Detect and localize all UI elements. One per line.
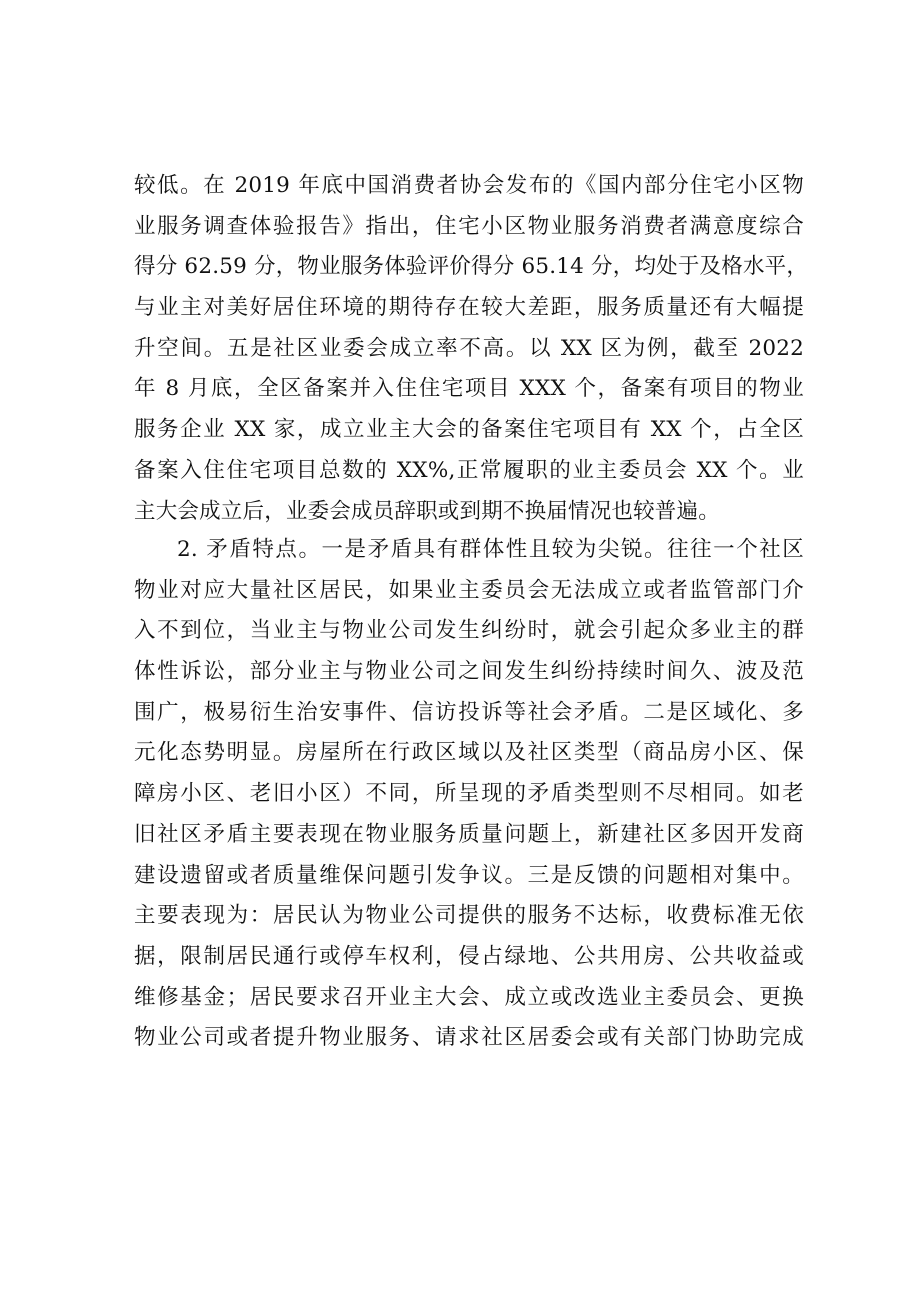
text-line: 年 8 月底，全区备案并入住住宅项目 XXX 个，备案有项目的物业 [134, 376, 804, 402]
text-line: 升空间。五是社区业委会成立率不高。以 XX 区为例，截至 2022 [134, 335, 804, 361]
text-line: 维修基金；居民要求召开业主大会、成立或改选业主委员会、更换 [134, 984, 804, 1010]
text-line: 物业公司或者提升物业服务、请求社区居委会或有关部门协助完成 [134, 1025, 804, 1051]
text-line: 服务企业 XX 家，成立业主大会的备案住宅项目有 XX 个，占全区 [134, 417, 804, 443]
text-line: 与业主对美好居住环境的期待存在较大差距，服务质量还有大幅提 [134, 295, 804, 321]
text-line: 物业对应大量社区居民，如果业主委员会无法成立或者监管部门介 [134, 577, 804, 603]
text-line: 业服务调查体验报告》指出，住宅小区物业服务消费者满意度综合 [134, 213, 804, 239]
text-line: 建设遗留或者质量维保问题引发争议。三是反馈的问题相对集中。 [134, 862, 804, 888]
text-line: 据，限制居民通行或停车权利，侵占绿地、公共用房、公共收益或 [134, 943, 804, 969]
paragraph-satisfaction-and-committees [134, 166, 809, 532]
text-line: 体性诉讼，部分业主与物业公司之间发生纠纷持续时间久、波及范 [134, 659, 804, 685]
text-line: 得分 62.59 分，物业服务体验评价得分 65.14 分，均处于及格水平， [134, 254, 809, 280]
text-line: 2. 矛盾特点。一是矛盾具有群体性且较为尖锐。往往一个社区 [177, 537, 804, 562]
text-line: 元化态势明显。房屋所在行政区域以及社区类型（商品房小区、保 [134, 740, 804, 766]
text-line: 旧社区矛盾主要表现在物业服务质量问题上，新建社区多因开发商 [134, 821, 804, 847]
text-line: 入不到位，当业主与物业公司发生纠纷时，就会引起众多业主的群 [134, 618, 804, 644]
text-line: 主大会成立后，业委会成员辞职或到期不换届情况也较普遍。 [134, 498, 720, 524]
paragraph-conflict-characteristics [134, 530, 804, 1059]
text-line: 主要表现为：居民认为物业公司提供的服务不达标，收费标准无依 [134, 903, 804, 929]
text-line: 围广，极易衍生治安事件、信访投诉等社会矛盾。二是区域化、多 [134, 699, 804, 725]
text-line: 备案入住住宅项目总数的 XX%,正常履职的业主委员会 XX 个。业 [134, 457, 804, 483]
text-line: 障房小区、老旧小区）不同，所呈现的矛盾类型则不尽相同。如老 [134, 781, 804, 807]
text-line: 较低。在 2019 年底中国消费者协会发布的《国内部分住宅小区物 [134, 173, 804, 198]
